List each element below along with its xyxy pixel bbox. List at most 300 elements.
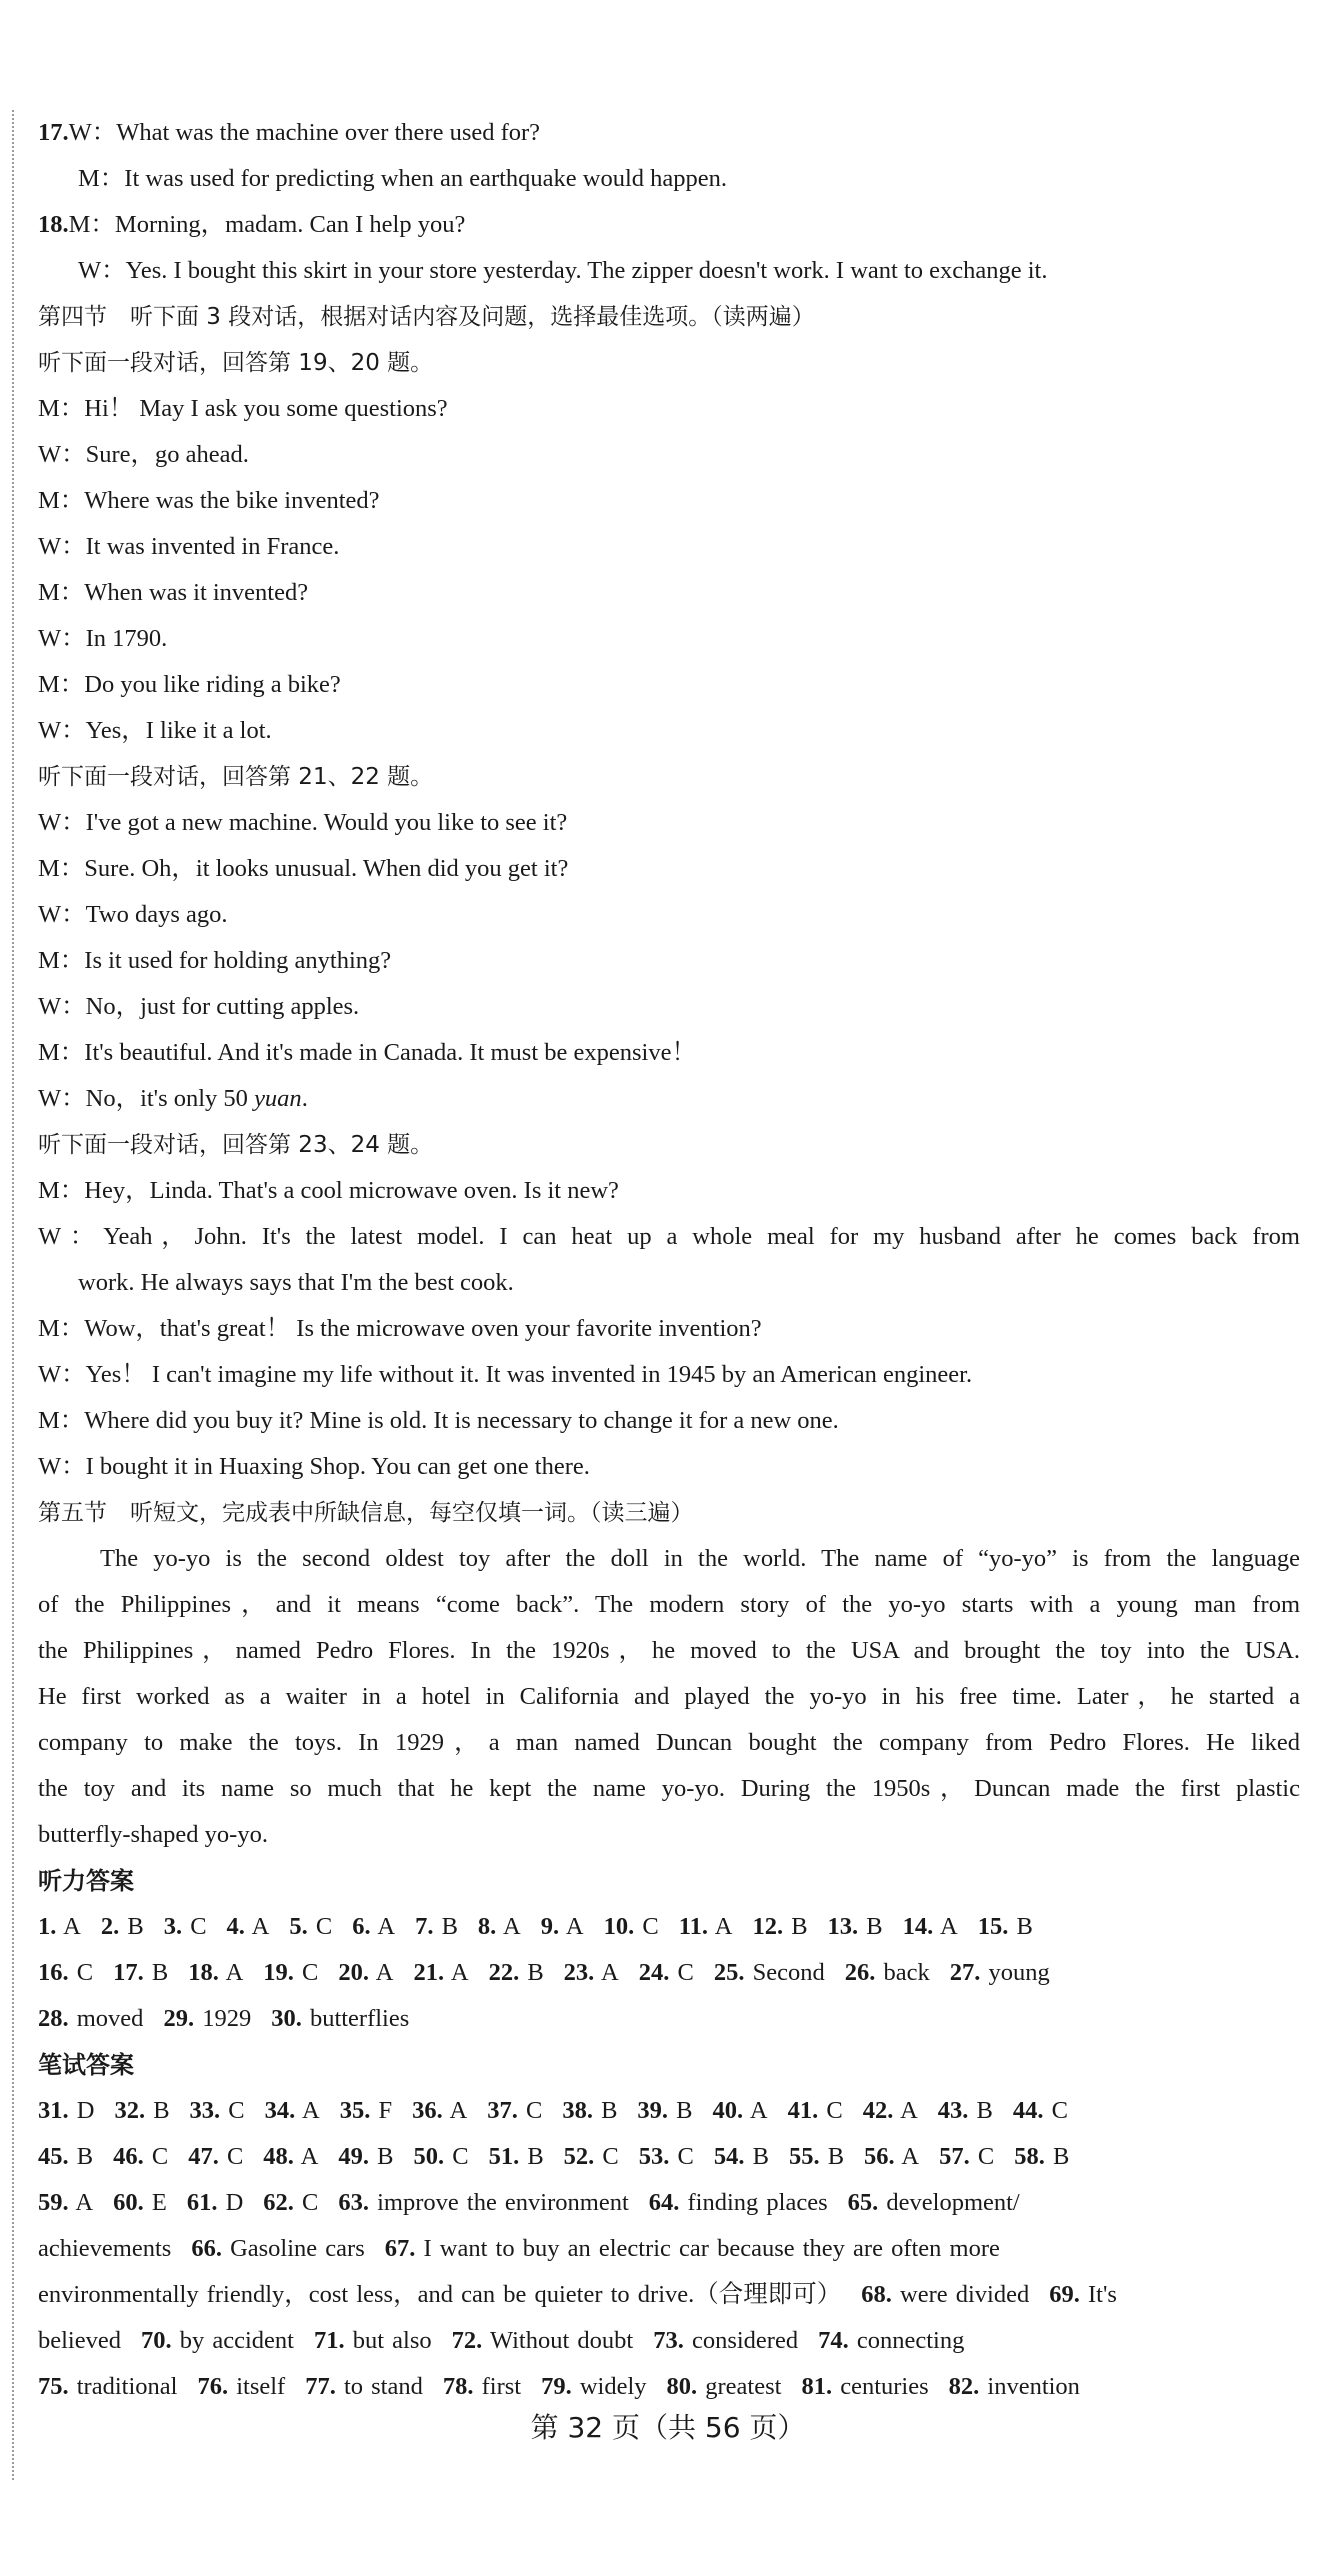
answer-number: 40. bbox=[712, 2097, 744, 2124]
conv3-intro: 听下面一段对话，回答第 23、24 题。 bbox=[38, 1132, 434, 1158]
passage-line: company to make the toys. In 1929，a man named Duncan bought the company from Pedro Flores. He liked bbox=[38, 1729, 1300, 1756]
answer-number: 79. bbox=[541, 2373, 572, 2400]
answer-item bbox=[649, 2180, 828, 2226]
answer-group bbox=[861, 2281, 1137, 2308]
answer-number: 49. bbox=[338, 2143, 369, 2170]
answer-item bbox=[789, 2134, 844, 2180]
answer-number: 77. bbox=[305, 2373, 336, 2400]
answer-item bbox=[340, 2088, 392, 2134]
answer-item bbox=[412, 2088, 467, 2134]
answer-number: 72. bbox=[451, 2327, 483, 2354]
answer-number: 18. bbox=[188, 1959, 219, 1986]
written-answers-row-3 bbox=[38, 2180, 1300, 2226]
answer-number: 53. bbox=[638, 2143, 670, 2170]
answer-number: 5. bbox=[289, 1913, 308, 1940]
conv3-line: W：Yeah，John. It's the latest model. I can heat up a whole meal for my husband after he comes back from bbox=[38, 1223, 1300, 1250]
answer-number: 80. bbox=[666, 2373, 698, 2400]
answer-value: C bbox=[444, 2143, 469, 2170]
conv3-line: M：Where did you buy it? Mine is old. It is necessary to change it for a new one. bbox=[38, 1407, 839, 1434]
answer-item bbox=[163, 1996, 251, 2042]
answer-item bbox=[861, 2272, 1029, 2318]
written-answers-row-7 bbox=[38, 2364, 1300, 2410]
answer-value: A bbox=[496, 1913, 521, 1940]
answer-item bbox=[562, 2088, 617, 2134]
answer-item bbox=[314, 2318, 432, 2364]
conv2-line: W：I've got a new machine. Would you like to see it? bbox=[38, 809, 568, 836]
answer-value: E bbox=[143, 2189, 167, 2216]
answer-item bbox=[667, 2364, 782, 2410]
dialogue-17-line-1 bbox=[38, 110, 1300, 156]
written-answers-row-5 bbox=[38, 2272, 1300, 2318]
answer-value: invention bbox=[979, 2373, 1080, 2400]
answer-item bbox=[939, 2134, 994, 2180]
conv3-line: M：Hey，Linda. That's a cool microwave oven. Is it new? bbox=[38, 1177, 619, 1204]
answer-item bbox=[191, 2226, 364, 2272]
answer-item bbox=[818, 2318, 964, 2364]
answer-value: by accident bbox=[171, 2327, 294, 2354]
answer-number: 71. bbox=[314, 2327, 345, 2354]
answer-number: 28. bbox=[38, 2005, 69, 2032]
conv1-line: W：Yes，I like it a lot. bbox=[38, 717, 272, 744]
conv3-line: W：I bought it in Huaxing Shop. You can get one there. bbox=[38, 1453, 590, 1480]
answer-value: B bbox=[858, 1913, 883, 1940]
answer-value: to stand bbox=[335, 2373, 423, 2400]
answer-value: A bbox=[295, 2097, 320, 2124]
answer-value: C bbox=[68, 1959, 94, 1986]
answer-value: F bbox=[370, 2097, 393, 2124]
answer-item bbox=[263, 2180, 318, 2226]
answer-item bbox=[187, 2180, 243, 2226]
answer-item bbox=[845, 1950, 930, 1996]
answer-number: 30. bbox=[271, 2005, 302, 2032]
answer-value: B bbox=[519, 1959, 544, 1986]
answer-number: 51. bbox=[488, 2143, 520, 2170]
answer-item bbox=[828, 1904, 883, 1950]
answer-item bbox=[801, 2364, 928, 2410]
answer-value: B bbox=[143, 1959, 169, 1986]
listening-answers-row-2 bbox=[38, 1950, 1300, 1996]
answer-number: 10. bbox=[603, 1913, 635, 1940]
answer-value: B bbox=[519, 2143, 544, 2170]
answer-item bbox=[714, 2134, 769, 2180]
passage-line: the Philippines，named Pedro Flores. In the 1920s，he moved to the USA and brought the toy into the USA. bbox=[38, 1637, 1300, 1664]
dialogue-18-line-1 bbox=[38, 202, 1300, 248]
dialogue-18-line-2 bbox=[38, 248, 1300, 294]
answer-number: 7. bbox=[415, 1913, 434, 1940]
answer-value: B bbox=[744, 2143, 769, 2170]
listening-answers-row-3 bbox=[38, 1996, 1300, 2042]
answer-value: widely bbox=[571, 2373, 647, 2400]
answer-item bbox=[197, 2364, 285, 2410]
conv2-intro: 听下面一段对话，回答第 21、22 题。 bbox=[38, 764, 434, 790]
conv1-line: W：It was invented in France. bbox=[38, 533, 340, 560]
answer-continuation: believed bbox=[38, 2327, 121, 2354]
conv1-line: W：In 1790. bbox=[38, 625, 168, 652]
answer-value: C bbox=[969, 2143, 995, 2170]
answer-number: 76. bbox=[197, 2373, 229, 2400]
answer-value: B bbox=[668, 2097, 693, 2124]
answer-number: 16. bbox=[38, 1959, 69, 1986]
answer-number: 27. bbox=[949, 1959, 981, 1986]
answer-number: 81. bbox=[801, 2373, 833, 2400]
answer-number: 47. bbox=[188, 2143, 219, 2170]
answer-value: C bbox=[669, 2143, 694, 2170]
answer-value: itself bbox=[228, 2373, 286, 2400]
answer-item bbox=[263, 2134, 318, 2180]
conv3-line: M：Wow，that's great！ Is the microwave oven your favorite invention? bbox=[38, 1315, 762, 1342]
conv1-line: M：Do you like riding a bike? bbox=[38, 671, 341, 698]
answer-value: improve the environment bbox=[368, 2189, 629, 2216]
question-number: 17. bbox=[38, 119, 69, 146]
answer-item bbox=[113, 2134, 168, 2180]
answer-item bbox=[38, 2364, 177, 2410]
answer-value: A bbox=[444, 1959, 469, 1986]
answer-number: 75. bbox=[38, 2373, 69, 2400]
answer-number: 58. bbox=[1014, 2143, 1045, 2170]
answer-item bbox=[227, 1904, 270, 1950]
answer-number: 3. bbox=[163, 1913, 183, 1940]
answer-number: 29. bbox=[163, 2005, 195, 2032]
answer-item bbox=[415, 1904, 458, 1950]
passage-line: The yo-yo is the second oldest toy after the doll in the world. The name of “yo-yo” is from the language bbox=[100, 1545, 1300, 1572]
answer-item bbox=[385, 2226, 1000, 2272]
passage-line: butterfly-shaped yo-yo. bbox=[38, 1821, 268, 1848]
conv2-line: W：No，just for cutting apples. bbox=[38, 993, 360, 1020]
answer-item bbox=[113, 2180, 167, 2226]
conv1-line: M：When was it invented? bbox=[38, 579, 309, 606]
answer-number: 36. bbox=[412, 2097, 443, 2124]
answer-number: 64. bbox=[648, 2189, 680, 2216]
answer-continuation: achievements bbox=[38, 2235, 172, 2262]
answer-item bbox=[38, 2180, 93, 2226]
answer-value: C bbox=[220, 2097, 245, 2124]
answer-item bbox=[487, 2088, 542, 2134]
answer-item bbox=[338, 1950, 393, 1996]
answer-number: 21. bbox=[413, 1959, 445, 1986]
written-answers-row-1 bbox=[38, 2088, 1300, 2134]
answer-value: traditional bbox=[68, 2373, 178, 2400]
answer-number: 22. bbox=[488, 1959, 520, 1986]
conv2-line: M：Sure. Oh，it looks unusual. When did you get it? bbox=[38, 855, 569, 882]
conv2-line: W：Two days ago. bbox=[38, 901, 228, 928]
answer-number: 68. bbox=[861, 2281, 892, 2308]
answer-item bbox=[903, 1904, 958, 1950]
conv2-line: M：It's beautiful. And it's made in Canada. It must be expensive！ bbox=[38, 1039, 696, 1066]
answer-number: 54. bbox=[713, 2143, 745, 2170]
answer-number: 11. bbox=[678, 1913, 708, 1940]
answer-value: 1929 bbox=[194, 2005, 252, 2032]
answer-item bbox=[714, 1950, 825, 1996]
answer-item bbox=[713, 2088, 768, 2134]
answer-number: 31. bbox=[38, 2097, 69, 2124]
answer-item bbox=[752, 1904, 807, 1950]
page-footer: 第 32 页（共 56 页） bbox=[530, 2411, 806, 2444]
answer-item bbox=[1013, 2088, 1068, 2134]
answer-number: 8. bbox=[477, 1913, 497, 1940]
answer-value: first bbox=[473, 2373, 522, 2400]
answer-value: A bbox=[933, 1913, 958, 1940]
answer-number: 17. bbox=[113, 1959, 144, 1986]
answer-value: centuries bbox=[832, 2373, 929, 2400]
answer-item bbox=[413, 2134, 468, 2180]
answer-value: A bbox=[244, 1913, 270, 1940]
answer-item bbox=[478, 1904, 521, 1950]
answer-item bbox=[141, 2318, 294, 2364]
written-answers-heading: 笔试答案 bbox=[38, 2051, 134, 2079]
answer-number: 67. bbox=[384, 2235, 416, 2262]
answer-item bbox=[271, 1996, 409, 2042]
answer-item bbox=[1014, 2134, 1069, 2180]
answer-value: were divided bbox=[891, 2281, 1030, 2308]
answer-value: A bbox=[559, 1913, 584, 1940]
answer-value: A bbox=[594, 1959, 619, 1986]
answer-value: C bbox=[307, 1913, 333, 1940]
answer-number: 37. bbox=[487, 2097, 518, 2124]
listening-answers-row-1 bbox=[38, 1904, 1300, 1950]
answer-item bbox=[164, 1904, 207, 1950]
dialogue-17-line-2 bbox=[38, 156, 1300, 202]
answer-value: C bbox=[669, 1959, 694, 1986]
answer-value: A bbox=[707, 1913, 733, 1940]
answer-number: 69. bbox=[1049, 2281, 1080, 2308]
answer-number: 4. bbox=[226, 1913, 245, 1940]
answer-value: Without doubt bbox=[482, 2327, 634, 2354]
passage-line: He first worked as a waiter in a hotel in California and played the yo-yo in his free time. Later，he started a bbox=[38, 1683, 1300, 1710]
answer-item bbox=[679, 1904, 733, 1950]
answer-item bbox=[305, 2364, 423, 2410]
answer-number: 66. bbox=[191, 2235, 222, 2262]
answer-value: B bbox=[783, 1913, 808, 1940]
answer-value: back bbox=[875, 1959, 930, 1986]
answer-item bbox=[950, 1950, 1050, 1996]
answer-number: 46. bbox=[113, 2143, 144, 2170]
italic-word: yuan bbox=[254, 1085, 302, 1112]
answer-number: 57. bbox=[939, 2143, 970, 2170]
answer-number: 24. bbox=[638, 1959, 670, 1986]
answer-number: 63. bbox=[338, 2189, 369, 2216]
answer-value: A bbox=[894, 2143, 920, 2170]
answer-number: 6. bbox=[352, 1913, 371, 1940]
answer-number: 41. bbox=[787, 2097, 819, 2124]
answer-value: C bbox=[517, 2097, 543, 2124]
answer-number: 25. bbox=[713, 1959, 745, 1986]
answer-value: A bbox=[893, 2097, 918, 2124]
answer-value: B bbox=[433, 1913, 458, 1940]
answer-item bbox=[1049, 2272, 1117, 2318]
answer-value: young bbox=[980, 1959, 1050, 1986]
listening-answers-heading: 听力答案 bbox=[38, 1867, 134, 1895]
answer-value: B bbox=[1008, 1913, 1033, 1940]
conv3-line: W：Yes！ I can't imagine my life without it. It was invented in 1945 by an American engineer. bbox=[38, 1361, 973, 1388]
answer-item bbox=[604, 1904, 659, 1950]
answer-number: 70. bbox=[141, 2327, 172, 2354]
answer-number: 44. bbox=[1012, 2097, 1044, 2124]
answer-number: 60. bbox=[113, 2189, 144, 2216]
answer-number: 61. bbox=[186, 2189, 218, 2216]
answer-value: C bbox=[143, 2143, 169, 2170]
answer-value: C bbox=[293, 1959, 319, 1986]
answer-value: considered bbox=[683, 2327, 799, 2354]
answer-number: 12. bbox=[752, 1913, 784, 1940]
answer-value: moved bbox=[68, 2005, 144, 2032]
answer-number: 52. bbox=[563, 2143, 595, 2170]
dialogue-text: M：It was used for predicting when an earthquake would happen. bbox=[78, 165, 728, 192]
answer-value: C bbox=[594, 2143, 619, 2170]
conv2-line-last bbox=[38, 1076, 1300, 1122]
answer-value: I want to buy an electric car because they are often more bbox=[415, 2235, 1000, 2262]
answer-number: 43. bbox=[937, 2097, 969, 2124]
answer-value: development/ bbox=[878, 2189, 1020, 2216]
answer-item bbox=[978, 1904, 1033, 1950]
answer-item bbox=[443, 2364, 521, 2410]
answer-value: Gasoline cars bbox=[221, 2235, 365, 2262]
answer-item bbox=[190, 2088, 245, 2134]
conv1-line: M：Where was the bike invented? bbox=[38, 487, 380, 514]
answer-value: C bbox=[293, 2189, 319, 2216]
answer-item bbox=[38, 2134, 93, 2180]
answer-number: 50. bbox=[413, 2143, 445, 2170]
answer-number: 26. bbox=[844, 1959, 876, 1986]
answer-item bbox=[263, 1950, 318, 1996]
answer-item bbox=[564, 1950, 619, 1996]
answer-number: 62. bbox=[263, 2189, 294, 2216]
answer-item bbox=[637, 2088, 692, 2134]
answer-item bbox=[541, 1904, 584, 1950]
passage-line: of the Philippines，and it means “come back”. The modern story of the yo-yo starts with a young man from bbox=[38, 1591, 1300, 1618]
answer-number: 33. bbox=[189, 2097, 221, 2124]
answer-item bbox=[452, 2318, 634, 2364]
answer-number: 59. bbox=[38, 2189, 69, 2216]
answer-number: 35. bbox=[339, 2097, 371, 2124]
answer-item bbox=[639, 1950, 694, 1996]
answer-value: connecting bbox=[848, 2327, 965, 2354]
answer-value: A bbox=[68, 2189, 94, 2216]
answer-number: 78. bbox=[442, 2373, 474, 2400]
section-5-title: 第五节 听短文，完成表中所缺信息，每空仅填一词。（读三遍） bbox=[38, 1500, 694, 1526]
answer-value: B bbox=[1044, 2143, 1070, 2170]
answer-value: A bbox=[369, 1959, 394, 1986]
answer-number: 65. bbox=[847, 2189, 879, 2216]
answer-value: It's bbox=[1079, 2281, 1117, 2308]
answer-item bbox=[489, 2134, 544, 2180]
answer-number: 23. bbox=[563, 1959, 595, 1986]
written-answers-row-6 bbox=[38, 2318, 1300, 2364]
written-answers-row-2 bbox=[38, 2134, 1300, 2180]
dialogue-text: W：What was the machine over there used for? bbox=[68, 119, 541, 146]
answer-item bbox=[848, 2180, 1020, 2226]
conv3-line: work. He always says that I'm the best cook. bbox=[78, 1269, 514, 1296]
answer-value: greatest bbox=[697, 2373, 782, 2400]
answer-item bbox=[338, 2134, 393, 2180]
answer-item bbox=[38, 1950, 93, 1996]
answer-value: butterflies bbox=[301, 2005, 410, 2032]
answer-number: 15. bbox=[977, 1913, 1009, 1940]
answer-item bbox=[864, 2134, 919, 2180]
answer-item bbox=[788, 2088, 843, 2134]
answer-item bbox=[938, 2088, 993, 2134]
answer-number: 34. bbox=[264, 2097, 296, 2124]
answer-item bbox=[352, 1904, 395, 1950]
answer-item bbox=[114, 2088, 169, 2134]
answer-item bbox=[949, 2364, 1080, 2410]
answer-value: B bbox=[119, 1913, 144, 1940]
answer-item bbox=[863, 2088, 918, 2134]
answer-value: A bbox=[56, 1913, 81, 1940]
answer-item bbox=[188, 2134, 243, 2180]
answer-value: A bbox=[743, 2097, 768, 2124]
answer-group bbox=[141, 2327, 984, 2354]
answer-item bbox=[564, 2134, 619, 2180]
answer-value: D bbox=[68, 2097, 95, 2124]
conv1-line: M：Hi！ May I ask you some questions? bbox=[38, 395, 448, 422]
answer-item bbox=[188, 1950, 243, 1996]
answer-item bbox=[489, 1950, 544, 1996]
answer-item bbox=[289, 1904, 332, 1950]
answer-value: B bbox=[68, 2143, 94, 2170]
answer-number: 38. bbox=[562, 2097, 593, 2124]
page-content bbox=[38, 110, 1300, 2410]
answer-value: D bbox=[217, 2189, 244, 2216]
answer-value: C bbox=[818, 2097, 843, 2124]
answer-number: 56. bbox=[864, 2143, 895, 2170]
answer-value: C bbox=[182, 1913, 207, 1940]
answer-item bbox=[38, 2088, 94, 2134]
answer-value: Second bbox=[744, 1959, 825, 1986]
answer-number: 45. bbox=[38, 2143, 69, 2170]
answer-value: A bbox=[370, 1913, 396, 1940]
answer-item bbox=[38, 1904, 81, 1950]
margin-rule bbox=[12, 110, 14, 2480]
answer-number: 48. bbox=[263, 2143, 294, 2170]
answer-number: 13. bbox=[827, 1913, 859, 1940]
answer-number: 2. bbox=[100, 1913, 120, 1940]
answer-item bbox=[413, 1950, 468, 1996]
answer-item bbox=[101, 1904, 144, 1950]
answer-number: 1. bbox=[38, 1913, 57, 1940]
answer-item bbox=[541, 2364, 646, 2410]
answer-item bbox=[113, 1950, 168, 1996]
answer-number: 74. bbox=[818, 2327, 849, 2354]
answer-value: C bbox=[634, 1913, 659, 1940]
answer-value: B bbox=[819, 2143, 845, 2170]
answer-number: 39. bbox=[637, 2097, 669, 2124]
answer-number: 42. bbox=[862, 2097, 894, 2124]
answer-value: but also bbox=[344, 2327, 432, 2354]
answer-item bbox=[265, 2088, 320, 2134]
answer-item bbox=[38, 1996, 143, 2042]
question-number: 18. bbox=[38, 211, 69, 238]
answer-value: finding places bbox=[679, 2189, 828, 2216]
passage-line: the toy and its name so much that he kept the name yo-yo. During the 1950s，Duncan made the first plastic bbox=[38, 1775, 1300, 1802]
answer-value: A bbox=[218, 1959, 244, 1986]
answer-number: 32. bbox=[114, 2097, 146, 2124]
answer-value: B bbox=[592, 2097, 618, 2124]
answer-value: B bbox=[968, 2097, 993, 2124]
answer-number: 9. bbox=[540, 1913, 560, 1940]
written-answers-row-4 bbox=[38, 2226, 1300, 2272]
answer-item bbox=[639, 2134, 694, 2180]
punctuation: . bbox=[301, 1085, 308, 1112]
answer-item bbox=[338, 2180, 628, 2226]
answer-group bbox=[191, 2235, 1020, 2262]
conv1-line: W：Sure，go ahead. bbox=[38, 441, 249, 468]
section-4-title: 第四节 听下面 3 段对话，根据对话内容及问题，选择最佳选项。（读两遍） bbox=[38, 304, 815, 330]
dialogue-text: M：Morning，madam. Can I help you? bbox=[68, 211, 466, 238]
answer-value: B bbox=[145, 2097, 170, 2124]
answer-value: C bbox=[218, 2143, 244, 2170]
dialogue-text: W：No，it's only 50 bbox=[38, 1085, 255, 1112]
answer-value: B bbox=[369, 2143, 394, 2170]
